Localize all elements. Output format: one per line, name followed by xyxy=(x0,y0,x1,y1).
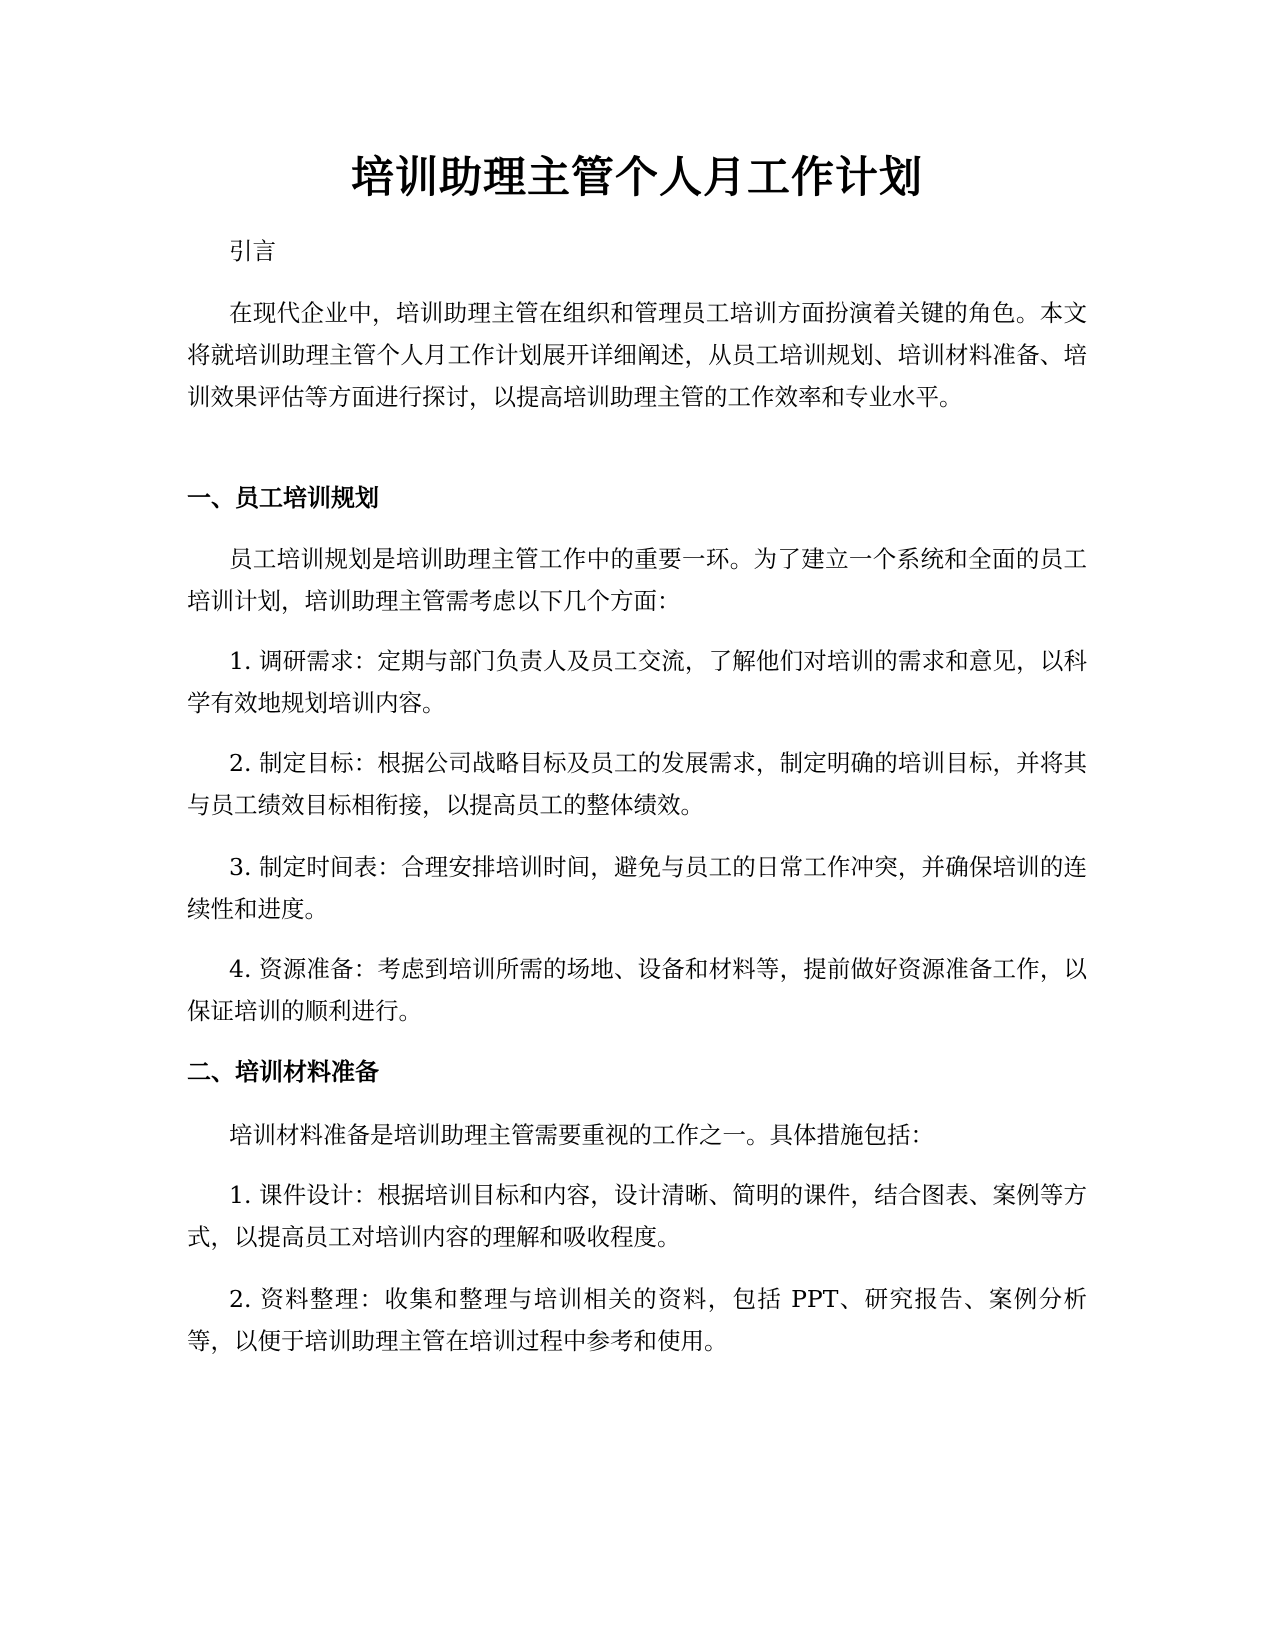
section1-item-1: 1. 调研需求：定期与部门负责人及员工交流，了解他们对培训的需求和意见，以科学有效地规划培训内容。 xyxy=(187,647,1087,717)
section1-heading: 一、员工培训规划 xyxy=(187,484,379,512)
intro-label: 引言 xyxy=(229,237,276,265)
section1-item-3: 3. 制定时间表：合理安排培训时间，避免与员工的日常工作冲突，并确保培训的连续性和进度。 xyxy=(187,853,1087,923)
section2-intro: 培训材料准备是培训助理主管需要重视的工作之一。具体措施包括： xyxy=(229,1121,934,1149)
document-title: 培训助理主管个人月工作计划 xyxy=(351,153,923,203)
section1-intro: 员工培训规划是培训助理主管工作中的重要一环。为了建立一个系统和全面的员工培训计划，培训助理主管需考虑以下几个方面： xyxy=(187,545,1087,615)
section2-item-1: 1. 课件设计：根据培训目标和内容，设计清晰、简明的课件，结合图表、案例等方式，以提高员工对培训内容的理解和吸收程度。 xyxy=(187,1181,1087,1251)
section1-item-2: 2. 制定目标：根据公司战略目标及员工的发展需求，制定明确的培训目标，并将其与员工绩效目标相衔接，以提高员工的整体绩效。 xyxy=(187,749,1087,819)
section2-item-2: 2. 资料整理：收集和整理与培训相关的资料，包括 PPT、研究报告、案例分析等，以便于培训助理主管在培训过程中参考和使用。 xyxy=(187,1285,1087,1355)
intro-paragraph: 在现代企业中，培训助理主管在组织和管理员工培训方面扮演着关键的角色。本文将就培训助理主管个人月工作计划展开详细阐述，从员工培训规划、培训材料准备、培训效果评估等方面进行探讨，以提高培训助理主管的工作效率和专业水平。 xyxy=(187,299,1087,411)
section1-item-4: 4. 资源准备：考虑到培训所需的场地、设备和材料等，提前做好资源准备工作，以保证培训的顺利进行。 xyxy=(187,955,1087,1025)
section2-heading: 二、培训材料准备 xyxy=(187,1058,379,1086)
